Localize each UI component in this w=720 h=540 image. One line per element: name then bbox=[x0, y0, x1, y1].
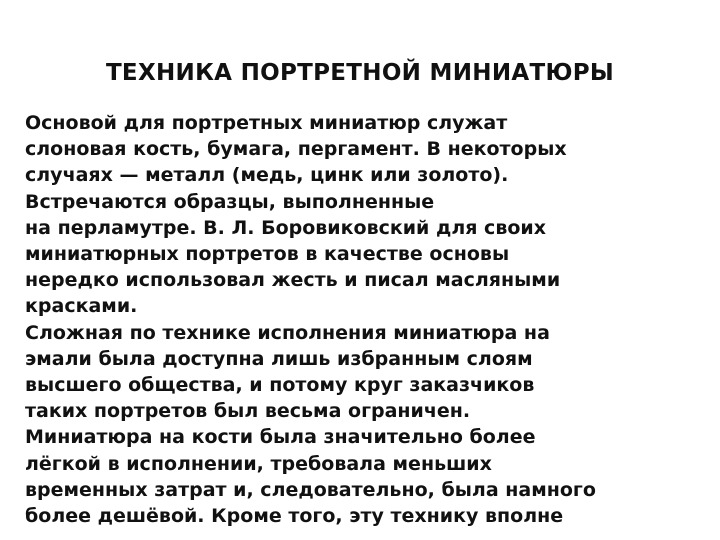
slide-body bbox=[25, 110, 705, 529]
body-line: лёгкой в исполнении, требовала меньших bbox=[25, 452, 492, 475]
body-line: Основой для портретных миниатюр служат bbox=[25, 112, 508, 134]
body-line: на перламутре. В. Л. Боровиковский для своих bbox=[25, 216, 546, 239]
slide-title: ТЕХНИКА ПОРТРЕТНОЙ МИНИАТЮРЫ bbox=[105, 60, 615, 86]
body-line: высшего общества, и потому круг заказчиков bbox=[25, 374, 535, 397]
body-line: более дешёвой. Кроме того, эту технику вполне bbox=[25, 505, 564, 528]
body-line: Сложная по технике исполнения миниатюра на bbox=[25, 321, 550, 344]
body-line: временных затрат и, следовательно, была намного bbox=[25, 478, 596, 501]
body-line: слоновая кость, бумага, пергамент. В некоторых bbox=[25, 138, 567, 161]
body-line: эмали была доступна лишь избранным слоям bbox=[25, 347, 533, 370]
body-line: случаях — металл (медь, цинк или золото). bbox=[25, 164, 509, 187]
body-line: красками. bbox=[25, 295, 138, 318]
body-line: таких портретов был весьма ограничен. bbox=[25, 400, 471, 423]
body-line: нередко использовал жесть и писал масляными bbox=[25, 269, 561, 292]
body-line: Миниатюра на кости была значительно более bbox=[25, 426, 536, 449]
body-line: Встречаются образцы, выполненные bbox=[25, 190, 435, 213]
body-line: миниатюрных портретов в качестве основы bbox=[25, 243, 510, 266]
